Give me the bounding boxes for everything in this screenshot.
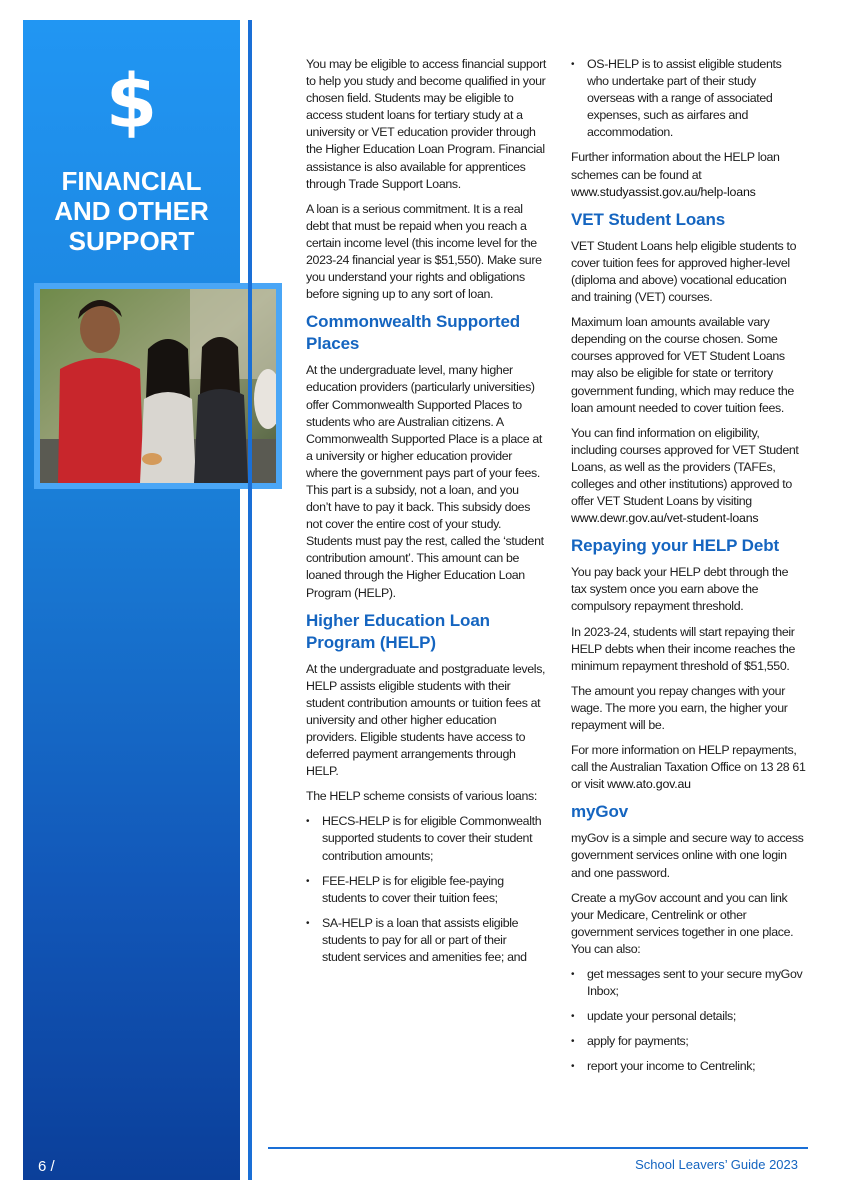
page-title-line: AND OTHER [54, 196, 209, 226]
sidebar-divider [248, 20, 252, 1180]
list-item: • SA-HELP is a loan that assists eligible students to pay for all or part of their student services and amenities fee; and [306, 915, 546, 966]
repay-paragraph [571, 742, 806, 793]
section-heading-help: Higher Education Loan Program (HELP) [306, 610, 490, 652]
studyassist-link[interactable]: www.studyassist.gov.au/help-loans [571, 184, 756, 199]
vet-paragraph [571, 425, 806, 528]
footer-guide-title: School Leavers’ Guide 2023 [635, 1157, 798, 1172]
column-left [306, 56, 546, 974]
repay-paragraph: In 2023-24, students will start repaying their HELP debts when their income reaches the minimum repayment threshold of $51,550. [571, 624, 796, 673]
repay-paragraph: You pay back your HELP debt through the tax system once you earn above the compulsory repayment threshold. [571, 565, 789, 614]
csp-paragraph: At the undergraduate level, many higher education providers (particularly universities) offer Commonwealth Supported Places to students who are Australian citizens. A Commonwealth Supported Place is a place at a university or higher education provider where the government pays part of your fees. This part is a subsidy, not a loan, and you don’t have to pay it back. This subsidy does not cover the entire cost of your study. Students must pay the rest, called the ‘student contribution amount’. This amount can be loaned through the Higher Education Loan Program (HELP). [306, 363, 544, 600]
section-heading-csp: Commonwealth Supported Places [306, 312, 521, 354]
page-number: 6 / [38, 1158, 55, 1175]
sidebar-panel [23, 20, 240, 1180]
footer-divider [268, 1147, 808, 1149]
list-item: • get messages sent to your secure myGov Inbox; [571, 966, 806, 1000]
intro-paragraph: A loan is a serious commitment. It is a real debt that must be repaid when you reach a certain income level (this income level for the 2023-24 financial year is $51,550). Make sure you understand your rights and obligations before signing up to any sort of loan. [306, 201, 542, 302]
vet-paragraph: Maximum loan amounts available vary depending on the course chosen. Some courses approved for VET Student Loans may also be eligible for state or territory government funding, which may reduce the loan amount needed to cover tuition fees. [571, 315, 794, 415]
list-item: • report your income to Centrelink; [571, 1058, 806, 1075]
further-info-paragraph [571, 149, 806, 200]
vet-paragraph: VET Student Loans help eligible students to cover tuition fees for approved higher-level (diploma and above) vocational education and training (VET) courses. [571, 238, 797, 305]
page-title-line: FINANCIAL [61, 166, 202, 196]
section-heading-vet: VET Student Loans [571, 209, 726, 229]
section-heading-mygov: myGov [571, 802, 629, 822]
ato-link[interactable]: www.ato.gov.au [607, 777, 691, 792]
help-loan-list-continued [571, 56, 806, 141]
mygov-list [571, 966, 806, 1075]
list-item: • HECS-HELP is for eligible Commonwealth supported students to cover their student contribution amounts; [306, 813, 546, 864]
dollar-sign-icon: $ [105, 59, 158, 145]
help-paragraph: At the undergraduate and postgraduate levels, HELP assists eligible students with their student contribution amounts or tuition fees at university and other higher education providers. Eligible students have access to deferred payment arrangements through HELP. [306, 661, 546, 779]
help-paragraph: The HELP scheme consists of various loans: [306, 789, 537, 804]
intro-paragraph: You may be eligible to access financial support to help you study and become qualified in your chosen field. Students may be eligible to access student loans for tertiary study at a university or VET education provider through the Higher Education Loan Program. Financial assistance is also available for apprentices through Trade Support Loans. [306, 57, 547, 191]
mygov-paragraph: Create a myGov account and you can link your Medicare, Centrelink or other government services together in one place. You can also: [571, 890, 794, 956]
further-info-text: Further information about the HELP loan schemes can be found at [571, 150, 780, 182]
students-photo [34, 283, 282, 489]
help-loan-list [306, 813, 546, 966]
section-heading-repay: Repaying your HELP Debt [571, 536, 780, 556]
mygov-paragraph: myGov is a simple and secure way to access government services online with one login and one password. [571, 831, 804, 880]
dewr-link[interactable]: www.dewr.gov.au/vet-student-loans [571, 511, 759, 526]
repay-paragraph: The amount you repay changes with your wage. The more you earn, the higher your repayment will be. [571, 683, 788, 732]
list-item: • update your personal details; [571, 1008, 806, 1025]
vet-text: You can find information on eligibility, including courses approved for VET Student Loans, as well as the providers (TAFEs, colleges and other institutions) approved to offer VET Student Loans by visiting [571, 425, 799, 509]
page-title-line: SUPPORT [68, 226, 195, 256]
list-item: • FEE-HELP is for eligible fee-paying students to cover their tuition fees; [306, 873, 546, 907]
column-right [571, 56, 806, 1084]
list-item: • OS-HELP is to assist eligible students who undertake part of their study overseas with a range of associated expenses, such as airfares and accommodation. [571, 56, 806, 141]
repay-text: For more information on HELP repayments, call the Australian Taxation Office on 13 28 61 or visit [571, 743, 806, 792]
page-title [23, 166, 240, 256]
list-item: • apply for payments; [571, 1033, 806, 1050]
